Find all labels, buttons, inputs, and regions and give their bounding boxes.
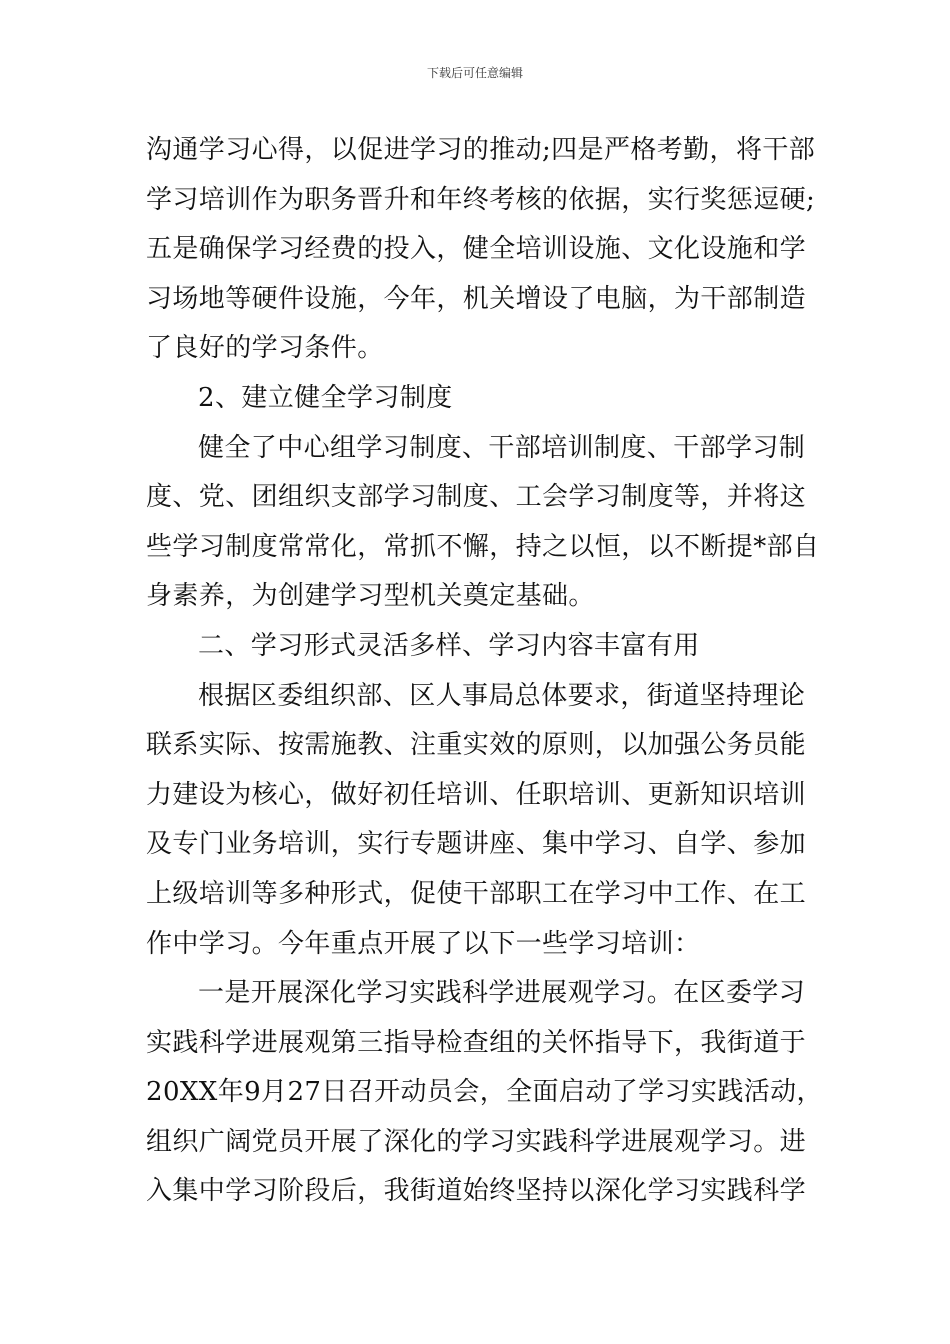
text-line: 根据区委组织部、区人事局总体要求，街道坚持理论 — [198, 680, 806, 711]
text-line: 联系实际、按需施教、注重实效的原则，以加强公务员能 — [146, 730, 807, 761]
text-line: 力建设为核心，做好初任培训、任职培训、更新知识培训 — [146, 779, 807, 810]
text-line: 实践科学进展观第三指导检查组的关怀指导下，我街道于 — [146, 1027, 807, 1058]
text-line: 20XX年9月27日召开动员会，全面启动了学习实践活动， — [146, 1077, 823, 1108]
text-line: 五是确保学习经费的投入，健全培训设施、文化设施和学 — [146, 234, 807, 265]
text-line: 一是开展深化学习实践科学进展观学习。在区委学习 — [198, 978, 806, 1009]
section-heading: 2、建立健全学习制度 — [198, 382, 453, 413]
document-body — [146, 126, 823, 1217]
text-line: 习场地等硬件设施，今年，机关增设了电脑，为干部制造 — [146, 283, 807, 314]
text-line: 度、党、团组织支部学习制度、工会学习制度等，并将这 — [146, 482, 807, 513]
text-line: 身素养，为创建学习型机关奠定基础。 — [146, 581, 595, 612]
text-line: 作中学习。今年重点开展了以下一些学习培训： — [146, 928, 701, 959]
text-line: 及专门业务培训，实行专题讲座、集中学习、自学、参加 — [146, 829, 807, 860]
text-line: 学习培训作为职务晋升和年终考核的依据，实行奖惩逗硬; — [146, 184, 816, 215]
text-line: 沟通学习心得，以促进学习的推动;四是严格考勤，将干部 — [146, 135, 816, 165]
section-heading: 二、学习形式灵活多样、学习内容丰富有用 — [198, 630, 700, 661]
text-line: 组织广阔党员开展了深化的学习实践科学进展观学习。进 — [146, 1126, 807, 1157]
page-header: 下载后可任意编辑 — [426, 66, 523, 80]
text-line: 上级培训等多种形式，促使干部职工在学习中工作、在工 — [146, 878, 807, 909]
text-line: 了良好的学习条件。 — [146, 333, 384, 364]
text-line: 些学习制度常常化，常抓不懈，持之以恒，以不断提*部自 — [146, 531, 820, 562]
text-line: 健全了中心组学习制度、干部培训制度、干部学习制 — [198, 432, 806, 463]
text-line: 入集中学习阶段后，我街道始终坚持以深化学习实践科学 — [146, 1176, 807, 1207]
